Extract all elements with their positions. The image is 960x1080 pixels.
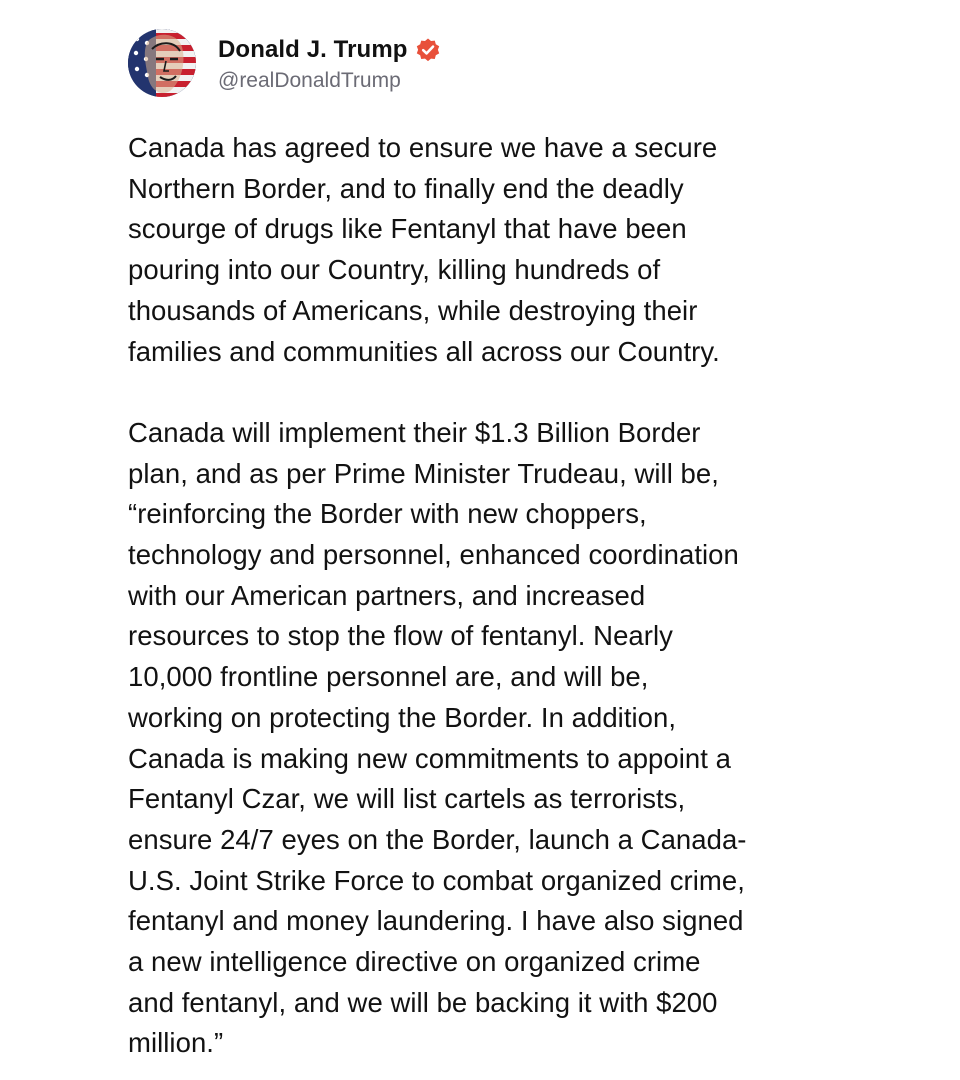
post-line: Canada is making new commitments to appoint a: [128, 742, 731, 774]
avatar-image: [128, 29, 196, 97]
post-line: million.”: [128, 1027, 224, 1059]
author-identity: [218, 33, 441, 93]
post-line: ensure 24/7 eyes on the Border, launch a Canada-: [128, 823, 747, 855]
author-name-row: [218, 33, 441, 67]
post-line: with our American partners, and increased: [128, 579, 646, 611]
post-line: resources to stop the flow of fentanyl. Nearly: [128, 620, 673, 652]
post-body: [128, 128, 848, 1064]
post-line: technology and personnel, enhanced coordination: [128, 539, 739, 571]
post-line: scourge of drugs like Fentanyl that have been: [128, 213, 687, 245]
post-line: Fentanyl Czar, we will list cartels as terrorists,: [128, 783, 686, 815]
post-paragraph-2: [128, 413, 848, 1064]
post-line: pouring into our Country, killing hundreds of: [128, 254, 661, 286]
post-line: Canada has agreed to ensure we have a secure: [128, 132, 718, 163]
author-display-name[interactable]: Donald J. Trump: [218, 36, 408, 63]
post-line: “reinforcing the Border with new choppers,: [128, 498, 647, 530]
post-line: 10,000 frontline personnel are, and will be,: [128, 661, 649, 693]
verified-badge-icon: [415, 37, 441, 63]
post-line: U.S. Joint Strike Force to combat organized crime,: [128, 864, 745, 896]
post-line: fentanyl and money laundering. I have also signed: [128, 905, 744, 937]
post-line: working on protecting the Border. In addition,: [128, 701, 677, 733]
post-paragraph-1: [128, 128, 848, 372]
post-header: [128, 28, 441, 98]
post-line: a new intelligence directive on organized crime: [128, 946, 701, 978]
post-line: families and communities all across our Country.: [128, 335, 720, 367]
post-line: Canada will implement their $1.3 Billion Border: [128, 416, 701, 448]
author-handle[interactable]: @realDonaldTrump: [218, 69, 401, 92]
post-line: Northern Border, and to finally end the deadly: [128, 172, 684, 204]
post-line: thousands of Americans, while destroying their: [128, 294, 698, 326]
post-line: and fentanyl, and we will be backing it with $200: [128, 986, 718, 1018]
profile-avatar[interactable]: [128, 29, 196, 97]
post-line: plan, and as per Prime Minister Trudeau, will be,: [128, 457, 719, 489]
